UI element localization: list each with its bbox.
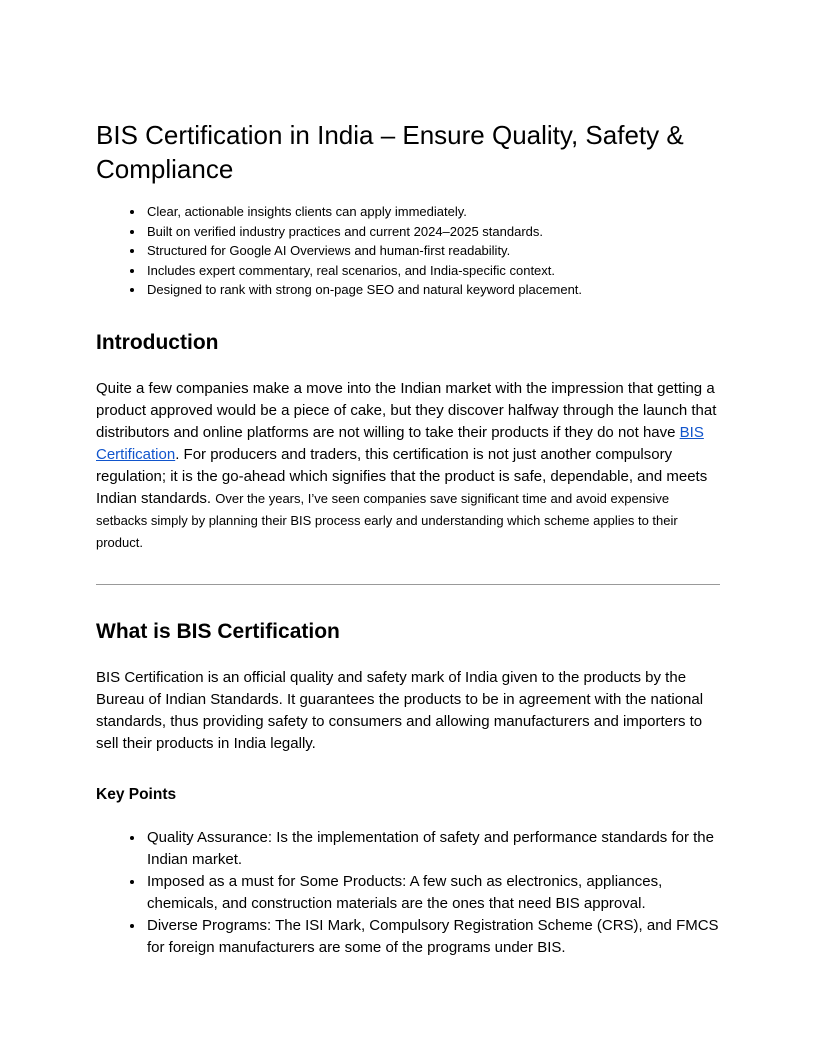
intro-text-run-3: Over the years, I’ve seen companies save significant time and avoid expensive setbacks simply by planning their BIS process early and understanding which scheme applies to their product. [96, 490, 678, 550]
list-item: • Includes expert commentary, real scenarios, and India-specific context. [145, 261, 720, 281]
key-points-list [96, 827, 720, 959]
section-divider [96, 584, 720, 585]
section-heading-what-is-bis: What is BIS Certification [96, 619, 340, 643]
introduction-paragraph [96, 378, 720, 554]
list-item: • Structured for Google AI Overviews and human-first readability. [145, 241, 720, 261]
subheading-key-points: Key Points [96, 785, 177, 803]
intro-text-run-1: Quite a few companies make a move into the Indian market with the impression that getting a product approved would be a piece of cake, but they discover halfway through the launch that distributors and online platforms are not willing to take their products if they do not have [96, 379, 717, 441]
list-item: • Designed to rank with strong on-page SEO and natural keyword placement. [145, 280, 720, 300]
list-item: • Built on verified industry practices and current 2024–2025 standards. [145, 222, 720, 242]
list-item: • Diverse Programs: The ISI Mark, Compulsory Registration Scheme (CRS), and FMCS for foreign manufacturers are some of the programs under BIS. [145, 915, 720, 959]
list-item: • Quality Assurance: Is the implementation of safety and performance standards for the Indian market. [145, 827, 720, 871]
what-is-paragraph: BIS Certification is an official quality and safety mark of India given to the products by the Bureau of Indian Standards. It guarantees the products to be in agreement with the national standards, thus providing safety to consumers and allowing manufacturers and importers to sell their products in India legally. [96, 668, 704, 752]
list-item: • Imposed as a must for Some Products: A few such as electronics, appliances, chemicals, and construction materials are the ones that need BIS approval. [145, 871, 720, 915]
section-heading-introduction: Introduction [96, 330, 219, 354]
list-item: • Clear, actionable insights clients can apply immediately. [145, 202, 720, 222]
document-title: BIS Certification in India – Ensure Quality, Safety & Compliance [96, 120, 684, 184]
intro-text-run-2: . For producers and traders, this certification is not just another compulsory regulation; it is the go-ahead which signifies that the product is safe, dependable, and meets Indian standards. [96, 445, 708, 507]
intro-bullet-list [96, 202, 720, 300]
bis-certification-link[interactable]: BIS Certification [96, 423, 704, 463]
